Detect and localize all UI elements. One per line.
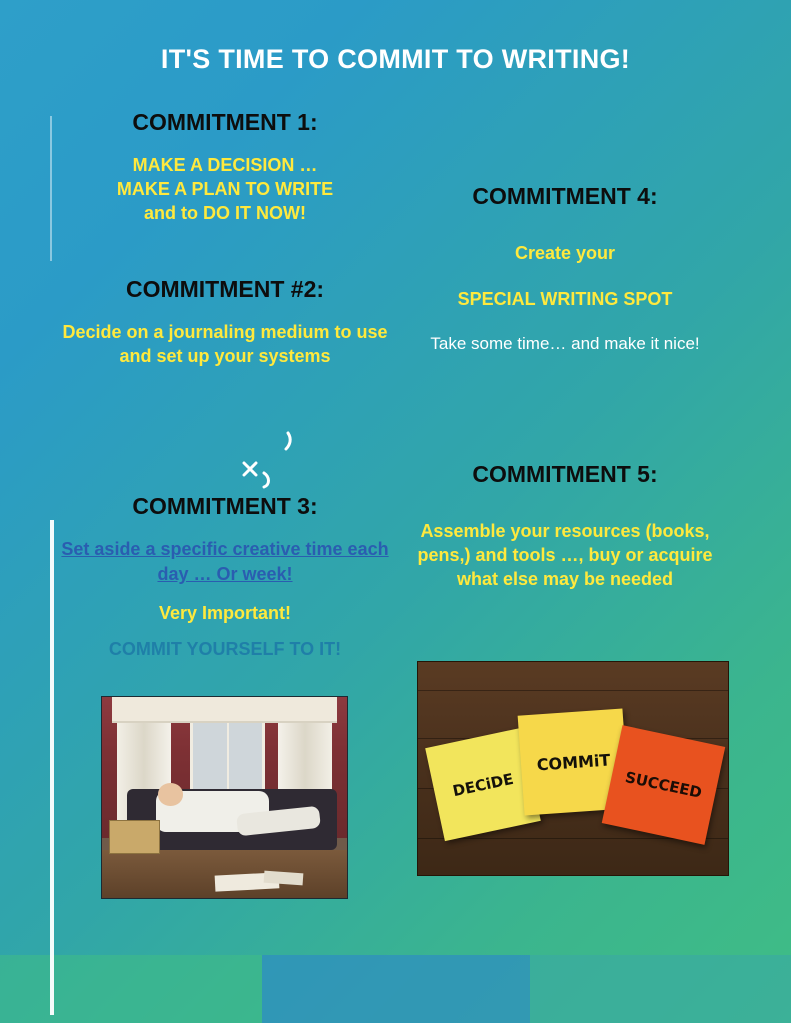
commitment-2-block xyxy=(60,275,390,368)
commitment-4-line-2: SPECIAL WRITING SPOT xyxy=(457,289,673,310)
bottom-band-right xyxy=(530,955,791,1023)
sticky-note-commit-label: COMMiT xyxy=(536,749,611,775)
commitment-5-block xyxy=(400,460,730,592)
commitment-3-emphasis: Very Important! xyxy=(158,603,292,624)
bottom-band-left xyxy=(0,955,262,1023)
sticky-note-decide-label: DECiDE xyxy=(451,769,515,800)
commitment-4-heading: COMMITMENT 4: xyxy=(472,183,658,209)
commitment-4-line-1: Create your xyxy=(514,242,616,263)
commitment-1-line-2: MAKE A PLAN TO WRITE xyxy=(116,179,334,200)
commitment-5-heading: COMMITMENT 5: xyxy=(472,461,658,487)
commitment-3-link-text[interactable]: Set aside a specific creative time each day … Or week! xyxy=(61,538,389,584)
room-valance xyxy=(112,697,337,723)
vertical-rule-bottom xyxy=(50,520,54,1015)
commitment-4-line-3: Take some time… and make it nice! xyxy=(430,334,700,354)
commitment-5-body: Assemble your resources (books, pens,) and tools …, buy or acquire what else may be needed xyxy=(417,520,713,590)
sticky-note-succeed xyxy=(602,725,725,845)
sticky-notes-photo xyxy=(417,661,729,876)
bottom-band-middle xyxy=(262,955,530,1023)
commitment-2-heading: COMMITMENT #2: xyxy=(125,276,325,302)
commitment-1-block xyxy=(60,108,390,226)
commitment-1-heading: COMMITMENT 1: xyxy=(132,109,318,135)
commitment-1-line-1: MAKE A DECISION … xyxy=(132,154,318,175)
commitment-2-body: Decide on a journaling medium to use and set up your systems xyxy=(62,321,388,367)
vertical-rule-top xyxy=(50,116,52,261)
wood-grain-line xyxy=(418,690,728,691)
sticky-note-succeed-label: SUCCEED xyxy=(623,768,704,802)
page-title: IT'S TIME TO COMMIT TO WRITING! xyxy=(160,44,631,74)
room-photo xyxy=(101,696,348,899)
pen-scribble-icon xyxy=(230,425,310,495)
room-storage-box xyxy=(109,820,160,854)
commitment-4-block xyxy=(400,182,730,356)
room-person-head xyxy=(158,783,183,805)
commitment-3-block xyxy=(60,492,390,660)
commitment-3-heading: COMMITMENT 3: xyxy=(132,493,318,519)
room-papers-secondary xyxy=(263,871,303,886)
commitment-1-line-3: and to DO IT NOW! xyxy=(144,203,306,224)
commitment-3-callout: COMMIT YOURSELF TO IT! xyxy=(108,639,342,660)
